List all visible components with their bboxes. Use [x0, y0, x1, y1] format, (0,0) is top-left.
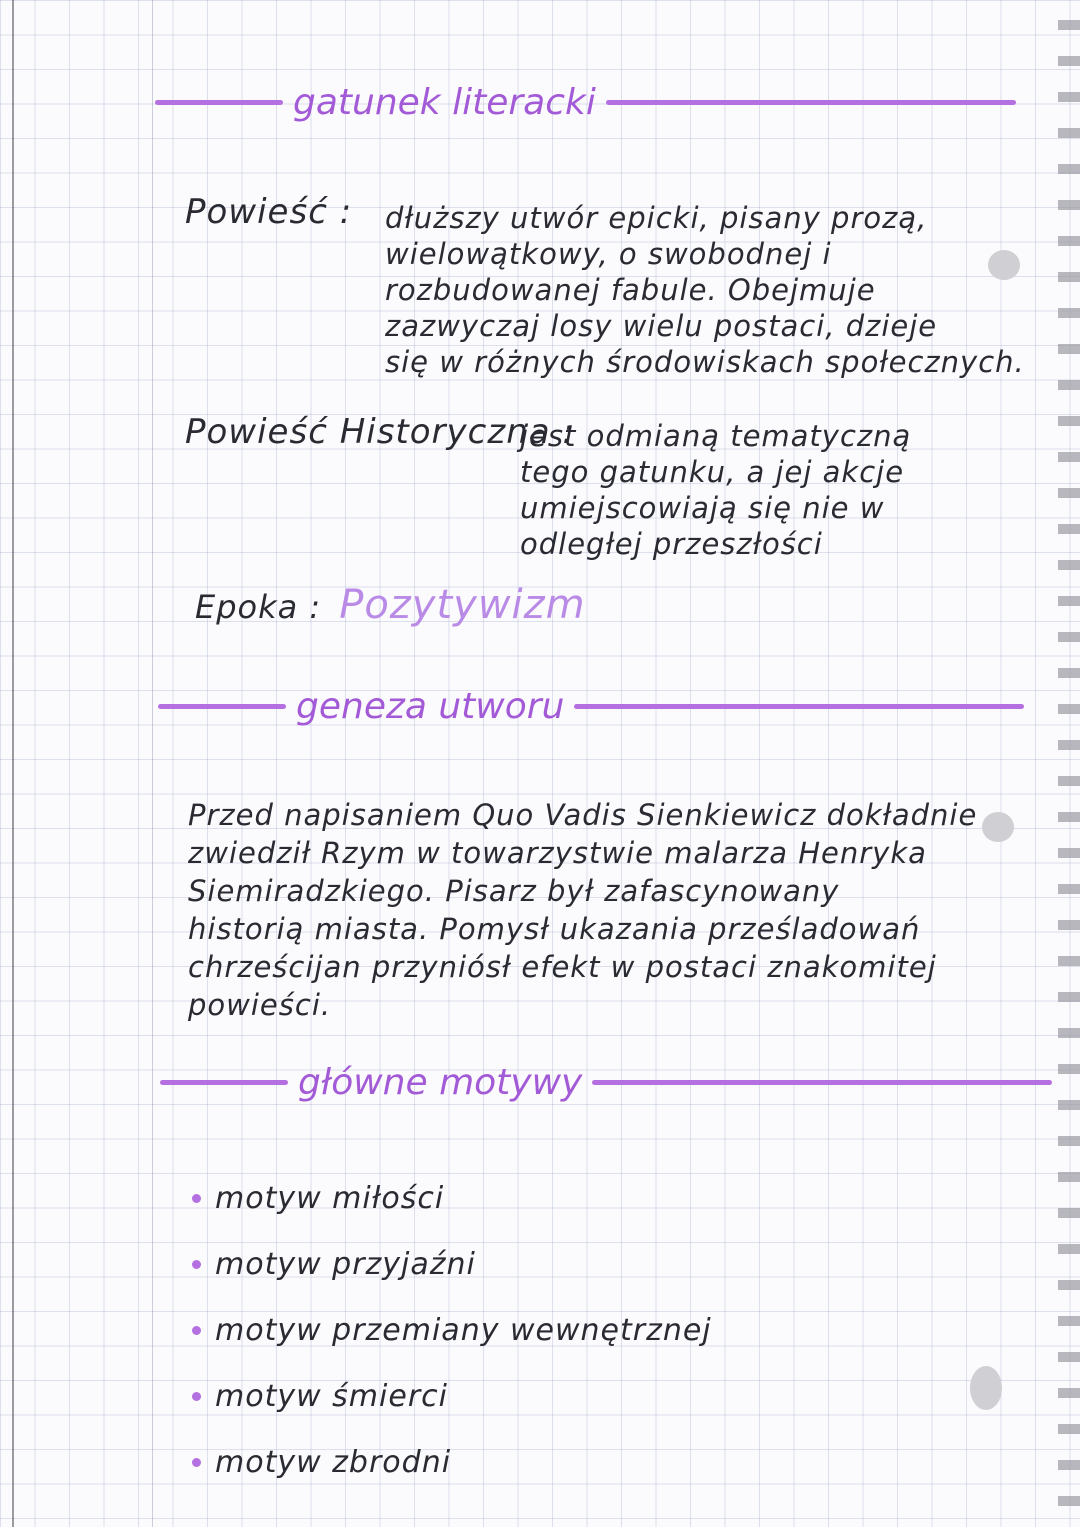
list-item	[192, 1165, 712, 1231]
list-item	[192, 1297, 712, 1363]
definition-line: umiejscowiają się nie w	[520, 491, 885, 525]
epoch-value: Pozytywizm	[339, 582, 586, 628]
bullet-icon	[192, 1458, 201, 1467]
definition-line: tego gatunku, a jej akcje	[520, 455, 905, 489]
paragraph-line: Siemiradzkiego. Pisarz był zafascynowany	[188, 874, 840, 908]
definition-term: Powieść :	[185, 192, 353, 232]
section-title: główne motywy	[298, 1062, 583, 1103]
definition-line: się w różnych środowiskach społecznych.	[385, 345, 1025, 379]
spiral-binding	[1058, 0, 1080, 1527]
definition-line: wielowątkowy, o swobodnej i	[385, 237, 832, 271]
bullet-icon	[192, 1392, 201, 1401]
heading-line-right	[592, 1080, 1052, 1085]
paragraph-line: chrześcijan przyniósł efekt w postaci znakomitej	[188, 950, 937, 984]
origin-paragraph	[188, 796, 977, 1024]
motif-text: motyw zbrodni	[215, 1444, 452, 1480]
definition-term: Powieść Historyczna :	[185, 412, 575, 452]
punch-hole	[970, 1366, 1002, 1410]
paragraph-line: historią miasta. Pomysł ukazania prześladowań	[188, 912, 921, 946]
definition-body	[385, 200, 1025, 380]
margin-line	[152, 0, 153, 1527]
definition-line: odległej przeszłości	[520, 527, 823, 561]
paragraph-line: zwiedził Rzym w towarzystwie malarza Henryka	[188, 836, 927, 870]
definition-line: rozbudowanej fabule. Obejmuje	[385, 273, 876, 307]
page-left-edge	[12, 0, 14, 1527]
section-heading-motifs	[160, 1062, 1052, 1103]
definition-line: dłuższy utwór epicki, pisany prozą,	[385, 201, 928, 235]
motif-list	[192, 1165, 712, 1495]
heading-line-right	[606, 100, 1016, 105]
motif-text: motyw miłości	[215, 1180, 445, 1216]
epoch-label: Epoka :	[195, 588, 322, 626]
punch-hole	[982, 812, 1014, 842]
heading-line-right	[574, 704, 1024, 709]
heading-line-left	[160, 1080, 288, 1085]
heading-line-left	[158, 704, 286, 709]
section-heading-genre	[155, 82, 1016, 123]
definition-body	[520, 418, 911, 562]
paragraph-line: Przed napisaniem Quo Vadis Sienkiewicz dokładnie	[188, 798, 978, 832]
bullet-icon	[192, 1194, 201, 1203]
list-item	[192, 1429, 712, 1495]
bullet-icon	[192, 1260, 201, 1269]
definition-line: jest odmianą tematyczną	[520, 419, 912, 453]
definition-line: zazwyczaj losy wielu postaci, dzieje	[385, 309, 938, 343]
section-title: gatunek literacki	[293, 82, 596, 123]
epoch-row	[195, 582, 586, 628]
motif-text: motyw przyjaźni	[215, 1246, 476, 1282]
motif-text: motyw przemiany wewnętrznej	[215, 1312, 712, 1348]
list-item	[192, 1231, 712, 1297]
motif-text: motyw śmierci	[215, 1378, 448, 1414]
section-heading-origin	[158, 686, 1024, 727]
section-title: geneza utworu	[296, 686, 565, 727]
paragraph-line: powieści.	[188, 988, 332, 1022]
heading-line-left	[155, 100, 283, 105]
list-item	[192, 1363, 712, 1429]
bullet-icon	[192, 1326, 201, 1335]
